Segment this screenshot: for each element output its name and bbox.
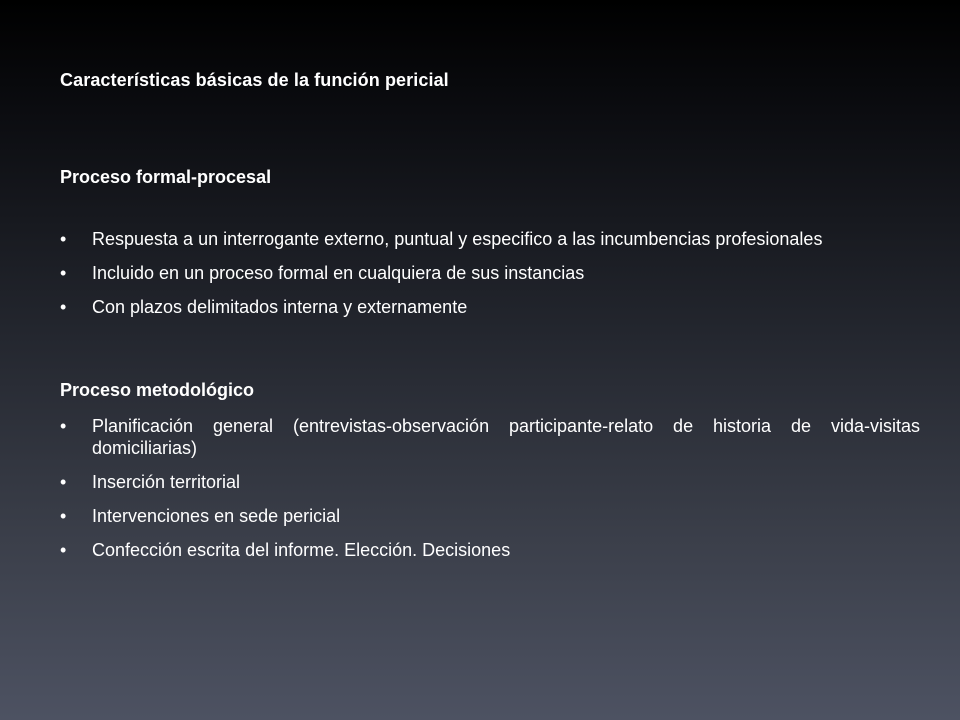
list-item bbox=[60, 262, 920, 284]
list-item bbox=[60, 505, 920, 527]
bullet-text: Planificación general (entrevistas-observación participante-relato de historia de vida-visitas domiciliarias) bbox=[92, 416, 920, 458]
bullet-text: Confección escrita del informe. Elección. Decisiones bbox=[92, 540, 511, 560]
bullet-icon: • bbox=[60, 229, 67, 249]
section-heading-formal: Proceso formal-procesal bbox=[60, 167, 272, 187]
bullet-list-metodologico bbox=[60, 415, 920, 573]
list-item bbox=[60, 471, 920, 493]
list-item bbox=[60, 539, 920, 561]
bullet-icon: • bbox=[60, 416, 67, 436]
bullet-text: Incluido en un proceso formal en cualquiera de sus instancias bbox=[92, 263, 585, 283]
bullet-icon: • bbox=[60, 297, 67, 317]
bullet-icon: • bbox=[60, 506, 67, 526]
list-item bbox=[60, 228, 920, 250]
bullet-list-formal bbox=[60, 228, 920, 330]
bullet-icon: • bbox=[60, 263, 67, 283]
bullet-text: Intervenciones en sede pericial bbox=[92, 506, 341, 526]
list-item bbox=[60, 296, 920, 318]
bullet-text: Respuesta a un interrogante externo, puntual y especifico a las incumbencias profesionales bbox=[92, 229, 823, 249]
list-item bbox=[60, 415, 920, 459]
bullet-text: Con plazos delimitados interna y externamente bbox=[92, 297, 468, 317]
slide-title: Características básicas de la función pericial bbox=[60, 70, 449, 90]
bullet-icon: • bbox=[60, 540, 67, 560]
section-heading-metodologico: Proceso metodológico bbox=[60, 380, 255, 400]
bullet-icon: • bbox=[60, 472, 67, 492]
bullet-text: Inserción territorial bbox=[92, 472, 241, 492]
